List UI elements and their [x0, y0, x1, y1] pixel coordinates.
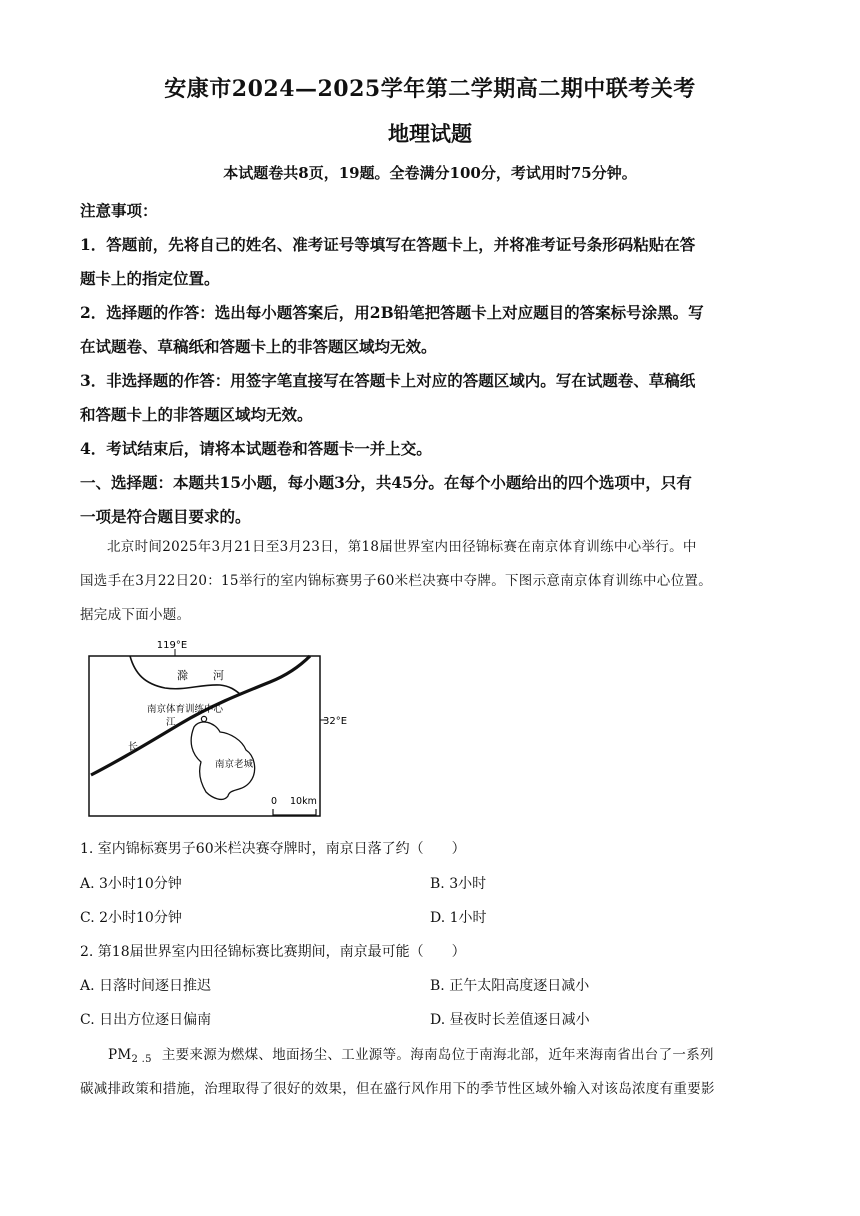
center-label: 南京体育训练中心 [147, 704, 224, 715]
question-2-stem: 2. 第18届世界室内田径锦标赛比赛期间，南京最可能（ ） [80, 944, 466, 960]
section-1-line-1: 一、选择题：本题共15小题，每小题3分，共45分。在每个小题给出的四个选项中，只有 [80, 473, 692, 492]
q2-option-b: B. 正午太阳高度逐日减小 [430, 978, 590, 994]
chang-label: 长 [128, 742, 138, 753]
he-label: 河 [213, 669, 224, 682]
note-4-line-1: 4．考试结束后，请将本试题卷和答题卡一并上交。 [80, 439, 432, 458]
note-2-line-1: 2．选择题的作答：选出每小题答案后，用2B铅笔把答题卡上对应题目的答案标号涂黑。写 [80, 303, 704, 322]
jiang-label: 江 [166, 717, 176, 728]
yangtze-river [91, 656, 310, 775]
exam-info: 本试题卷共8页，19题。全卷满分100分，考试用时75分钟。 [223, 164, 637, 182]
note-1-line-1: 1．答题前，先将自己的姓名、准考证号等填写在答题卡上，并将准考证号条形码粘贴在答 [80, 235, 696, 254]
note-3-line-2: 和答题卡上的非答题区域均无效。 [80, 405, 313, 424]
note-2-line-2: 在试题卷、草稿纸和答题卡上的非答题区域均无效。 [80, 337, 437, 356]
passage-1-line-1: 北京时间2025年3月21日至3月23日，第18届世界室内田径锦标赛在南京体育训练中心举行。中 [107, 539, 697, 555]
q2-option-c: C. 日出方位逐日偏南 [80, 1012, 212, 1028]
question-1-stem: 1. 室内锦标赛男子60米栏决赛夺牌时，南京日落了约（ ） [80, 841, 466, 857]
lat-label: 32°E [323, 716, 348, 727]
passage-1-line-3: 据完成下面小题。 [80, 607, 191, 623]
q1-option-d: D. 1小时 [430, 910, 487, 926]
exam-subtitle: 地理试题 [388, 121, 472, 146]
training-center-marker [201, 716, 206, 721]
q1-option-b: B. 3小时 [430, 876, 487, 892]
scale-zero: 0 [271, 796, 278, 807]
passage-2-line-1-text: 主要来源为燃煤、地面扬尘、工业源等。海南岛位于南海北部，近年来海南省出台了一系列 [161, 1047, 714, 1063]
pm-subscript: 2 .5 [131, 1054, 152, 1065]
section-1-line-2: 一项是符合题目要求的。 [80, 507, 251, 526]
passage-1-line-2: 国选手在3月22日20：15举行的室内锦标赛男子60米栏决赛中夺牌。下图示意南京体育训练中心位置。 [80, 573, 713, 589]
q1-option-c: C. 2小时10分钟 [80, 910, 182, 926]
notes-heading: 注意事项： [80, 201, 158, 220]
scale-label: 10km [290, 796, 317, 807]
nanjing-location-map [80, 632, 348, 822]
scale-bar [273, 809, 316, 815]
map-frame [89, 656, 320, 816]
chu-label: 滁 [177, 669, 188, 682]
old-city-label: 南京老城 [215, 759, 254, 770]
note-3-line-1: 3．非选择题的作答：用签字笔直接写在答题卡上对应的答题区域内。写在试题卷、草稿纸 [80, 371, 696, 390]
passage-2-line-2: 碳减排政策和措施，治理取得了很好的效果，但在盛行风作用下的季节性区域外输入对该岛浓度有重要影 [80, 1081, 715, 1097]
q1-option-a: A. 3小时10分钟 [80, 876, 182, 892]
q2-option-d: D. 昼夜时长差值逐日减小 [430, 1012, 590, 1028]
note-1-line-2: 题卡上的指定位置。 [80, 269, 220, 288]
q2-option-a: A. 日落时间逐日推迟 [80, 978, 212, 994]
exam-title: 安康市2024—2025学年第二学期高二期中联考关考 [164, 76, 696, 102]
pm-main: PM [108, 1047, 132, 1063]
lon-label: 119°E [156, 640, 188, 651]
